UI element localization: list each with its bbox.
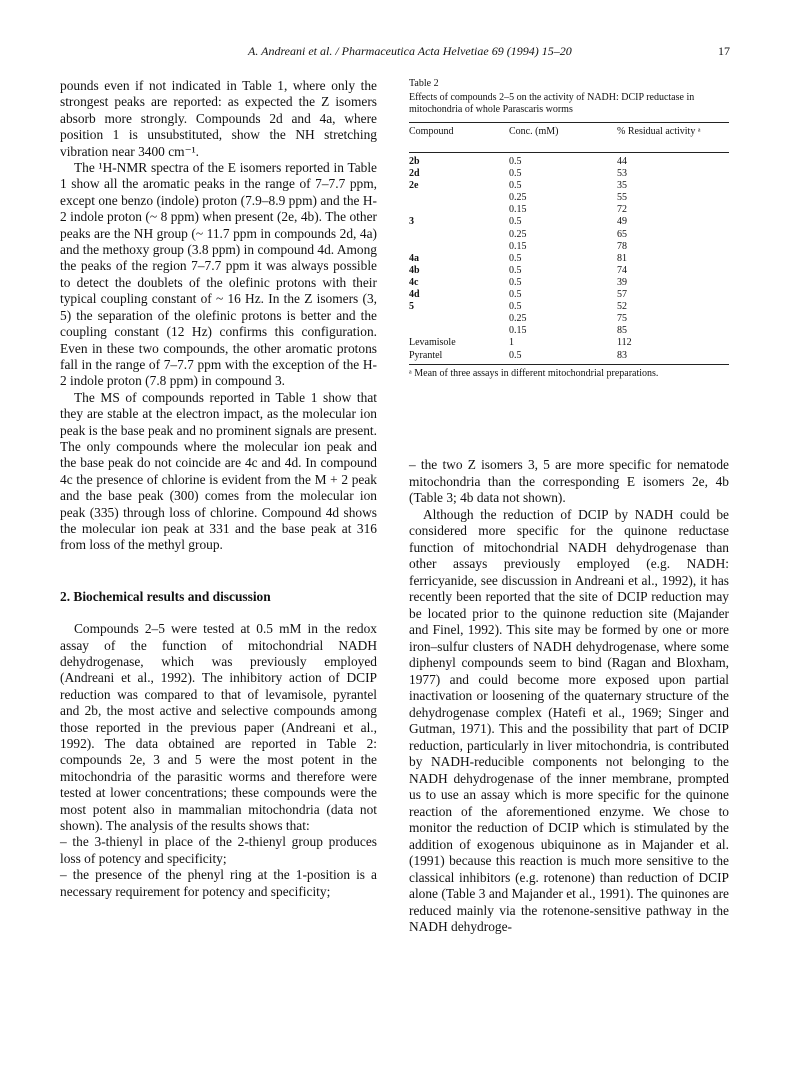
table-row (409, 325, 729, 337)
table-cell: 0.5 (509, 276, 522, 288)
paragraph: The MS of compounds reported in Table 1 show that they are stable at the electron impact, as the molecular ion peak is the base peak and no prominent signals are present. The only compounds where the molecular ion peak and the base peak do not coincide are 4c and 4d. In compound 4c the presence of chlorine is evident from the M + 2 peak and the base peak (300) comes from the molecular ion peak (335) through loss of chlorine. Compound 4d shows the molecular ion peak at 331 and the base peak at 316 from loss of the methyl group. (60, 389, 377, 553)
table-cell: 49 (617, 216, 627, 228)
table-cell: 57 (617, 289, 627, 301)
table-cell: 52 (617, 301, 627, 313)
table-body (409, 156, 729, 362)
table-cell: 35 (617, 180, 627, 192)
table-cell (409, 192, 509, 204)
page-number: 17 (718, 44, 730, 58)
table-cell: 0.5 (509, 216, 522, 228)
table-label: Table 2 (409, 78, 439, 89)
table-cell: 65 (617, 228, 627, 240)
table-row (409, 180, 729, 192)
table-cell: 72 (617, 204, 627, 216)
table-row (409, 337, 729, 349)
table-cell: 1 (509, 337, 514, 349)
left-column (60, 78, 377, 900)
table-cell: 0.5 (509, 180, 522, 192)
table-cell: 4d (409, 289, 420, 301)
table-2 (409, 78, 729, 380)
table-row (409, 192, 729, 204)
table-cell: Levamisole (409, 337, 456, 349)
table-cell (409, 313, 509, 325)
table-row (409, 241, 729, 253)
table-cell: 0.5 (509, 252, 522, 264)
table-cell: Pyrantel (409, 349, 443, 361)
table-row (409, 253, 729, 265)
list-item: – the presence of the phenyl ring at the 1-position is a necessary requirement for potency and specificity; (60, 867, 377, 899)
table-row (409, 289, 729, 301)
paragraph: pounds even if not indicated in Table 1, where only the strongest peaks are reported: as expected the Z isomers absorb more strongly. Compounds 2d and 4a, where position 1 is unsubstituted, show the NH stretching vibration near 3400 cm⁻¹. (60, 78, 377, 159)
table-cell (409, 204, 509, 216)
table-cell (409, 241, 509, 253)
table-cell: 0.25 (509, 192, 527, 204)
table-cell: 39 (617, 276, 627, 288)
table-cell: 0.15 (509, 240, 527, 252)
list-item: – the two Z isomers 3, 5 are more specific for nematode mitochondria than the corresponding E isomers 2e, 4b (Table 3; 4b data not shown). (409, 457, 729, 505)
table-cell: 74 (617, 264, 627, 276)
table-cell: 2e (409, 180, 419, 192)
table-row (409, 156, 729, 168)
table-row (409, 216, 729, 228)
table-cell: 4b (409, 264, 420, 276)
table-row (409, 350, 729, 362)
table-cell: 0.15 (509, 204, 527, 216)
table-cell: 4a (409, 252, 419, 264)
table-footnote: ᵃ Mean of three assays in different mitochondrial preparations. (409, 367, 659, 379)
table-cell: 0.5 (509, 349, 522, 361)
table-cell: 2d (409, 168, 420, 180)
table-cell: 0.5 (509, 289, 522, 301)
table-row (409, 204, 729, 216)
table-row (409, 277, 729, 289)
table-row (409, 301, 729, 313)
table-cell: 0.15 (509, 325, 527, 337)
list-item: – the 3-thienyl in place of the 2-thienyl group produces loss of potency and specificity; (60, 834, 377, 866)
paragraph: Although the reduction of DCIP by NADH could be considered more specific for the quinone reductase function of mitochondrial NADH dehydrogenase than other assays previously employed (e.g. NADH: ferricyanide, see discussion in Andreani et al., 1992), it has recently been reported that the site of DCIP reduction may be located prior to the quinone reduction site (Majander and Finel, 1992). This site may be formed by one or more iron–sulfur clusters of NADH dehydrogenase, where some diphenyl compounds seem to bind (Ragan and Bloxham, 1977) and could become more exposed upon partial inactivation or loosening of the quaternary structure of the dehydrogenase complex (Hatefi et al., 1969; Singer and Gutman, 1971). This and the possibility that part of DCIP reduction, particularly in liver mitochondria, is contributed by NADH-reducible components not belonging to the NADH dehydrogenase of the inner membrane, prompted us to use an assay which is more specific for the quinone reaction of the aforementioned enzyme. We chose to monitor the reduction of DCIP which is stimulated by the addition of exogenous ubiquinone as in Majander et al. (1991) because this reaction is much more sensitive to the classical inhibitors (e.g. rotenone) than reduction of DCIP alone (Table 3 and Majander et al., 1991). The quinones are reduced mainly via the rotenone-sensitive pathway in the NADH dehydroge- (409, 506, 729, 934)
table-cell: 4c (409, 276, 419, 288)
table-cell: 85 (617, 325, 627, 337)
table-cell: 55 (617, 192, 627, 204)
column-header: Conc. (mM) (509, 126, 559, 137)
table-cell: 0.5 (509, 156, 522, 167)
section-title: 2. Biochemical results and discussion (60, 588, 271, 604)
table-header (409, 123, 729, 152)
table-row (409, 168, 729, 180)
table-cell: 5 (409, 301, 414, 313)
table-cell: 3 (409, 216, 414, 228)
paragraph: Compounds 2–5 were tested at 0.5 mM in the redox assay of the function of mitochondrial NADH dehydrogenase, which was previously employed (Andreani et al., 1992). The inhibitory action of DCIP reduction was compared to that of levamisole, pyrantel and 2b, the most active and selective compounds among those reported in the previous paper (Andreani et al., 1992). The data obtained are reported in Table 2: compounds 2e, 3 and 5 were the most potent in the mitochondria of the parasitic worms and therefore were tested at lower concentrations; these compounds were the most potent also in mammalian mitochondria (data not shown). The analysis of the results shows that: (60, 621, 377, 834)
table-cell (409, 229, 509, 241)
running-header (58, 44, 730, 60)
table-cell: 53 (617, 168, 627, 180)
table-cell: 112 (617, 337, 632, 349)
column-header: Compound (409, 126, 454, 137)
table-row (409, 265, 729, 277)
table-row (409, 229, 729, 241)
table-cell: 0.5 (509, 264, 522, 276)
table-row (409, 313, 729, 325)
right-column (409, 457, 729, 936)
table-cell: 2b (409, 156, 420, 167)
table-cell: 0.25 (509, 313, 527, 325)
table-cell: 81 (617, 252, 627, 264)
table-cell: 75 (617, 313, 627, 325)
column-header: % Residual activity ᵃ (617, 126, 701, 137)
table-cell: 0.25 (509, 228, 527, 240)
table-caption: Effects of compounds 2–5 on the activity of NADH: DCIP reductase in mitochondria of whole Parascaris worms (409, 92, 695, 115)
table-cell: 83 (617, 349, 627, 361)
table-cell: 78 (617, 240, 627, 252)
table-cell (409, 325, 509, 337)
running-title: A. Andreani et al. / Pharmaceutica Acta Helvetiae 69 (1994) 15–20 (248, 44, 572, 58)
table-cell: 44 (617, 156, 627, 167)
table-cell: 0.5 (509, 301, 522, 313)
table-cell: 0.5 (509, 168, 522, 180)
paragraph: The ¹H-NMR spectra of the E isomers reported in Table 1 show all the aromatic peaks in the range of 7–7.7 ppm, except one benzo (indole) proton (7.9–8.9 ppm) and the H-2 indole proton (~ 8 ppm) when present (2e, 4b). The other peaks are the NH group (~ 11.7 ppm in compounds 2d, 4a) and the methoxy group (3.8 ppm) in compound 4d. Among the peaks of the region 7–7.7 ppm it was always possible to detect the doublets of the olefinic protons with their typical coupling constant of ~ 16 Hz. In the Z isomers (3, 5) the separation of the olefinic protons is better and the coupling constant (12 Hz) confirms this configuration. Even in these two compounds, the other aromatic protons fall in the range of 7–7.7 ppm with the exception of the H-2 indole proton (7.8 ppm) in compound 3. (60, 160, 377, 389)
